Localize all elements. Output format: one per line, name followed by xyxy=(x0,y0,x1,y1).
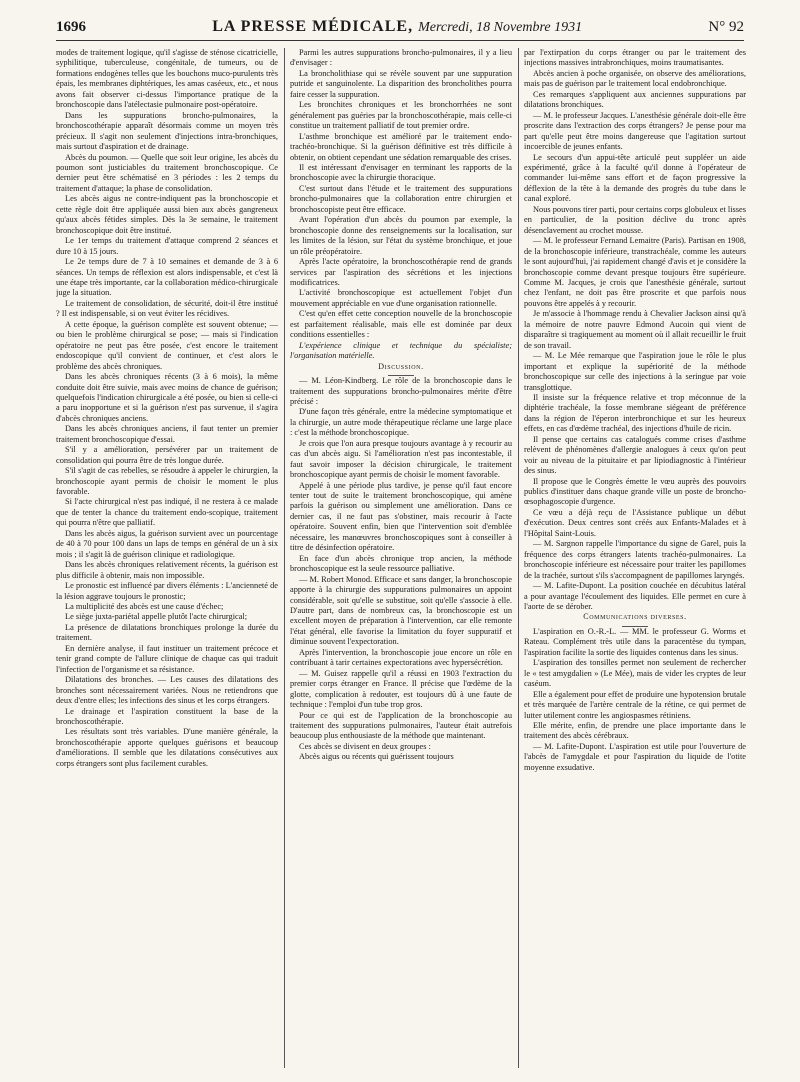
paragraph: C'est surtout dans l'étude et le traitement des suppurations broncho-pulmonaires que la collaboration entre chirurgien et bronchoscopiste peut être efficace. xyxy=(290,183,512,214)
paragraph: La présence de dilatations bronchiques prolonge la durée du traitement. xyxy=(56,622,278,643)
paragraph: Avant l'opération d'un abcès du poumon par exemple, la bronchoscopie donne des renseignements sur la localisation, sur les limites de la lésion, sur l'état du système bronchique, et joue un rôle préopératoire. xyxy=(290,215,512,256)
paragraph: Le traitement de consolidation, de sécurité, doit-il être institué ? Il est indispensable, si on veut éviter les récidives. xyxy=(56,298,278,319)
paragraph: Dans les abcès chroniques récents (3 à 6 mois), la même conduite doit être suivie, mais avec moins de chance de guérison; quelquefois l'indication chirurgicale a été posée, ou bien si celle-ci a paru inopportune et si la guérison n'est pas survenue, il s'agira d'abcès chroniques anciens. xyxy=(56,372,278,423)
paragraph: Les abcès aigus ne contre-indiquent pas la bronchoscopie et cette règle doit être appliquée aussi bien aux abcès gangreneux qu'aux abcès fétides simples. Dès la 3e semaine, le traitement bronchoscopique doit être institué. xyxy=(56,194,278,235)
paragraph: Appelé à une période plus tardive, je pense qu'il faut encore tenter tout de suite le traitement bronchoscopique, qui amène parfois la guérison ou simplement une amélioration. Dans ce dernier cas, il ne faut pas s'obstiner, mais recourir à l'acte opératoire. Souvent enfin, bien que l'intervention soit d'emblée nécessaire, les manœuvres bronchoscopiques sont à conseiller à titre de désinfection opératoire. xyxy=(290,480,512,553)
paragraph: Le 2e temps dure de 7 à 10 semaines et demande de 3 à 6 séances. Un temps de réflexion est alors indispensable, et c'est là une étape très importante, car la collaboration médico-chirurgicale juge la situation. xyxy=(56,257,278,298)
paragraph: Dans les abcès aigus, la guérison survient avec un pourcentage de 40 à 70 pour 100 dans un laps de temps en général de un à six mois ; il s'agit là de guérison clinique et radiologique. xyxy=(56,528,278,559)
paragraph: — M. le professeur Fernand Lemaitre (Paris). Partisan en 1908, de la bronchoscopie inférieure, transtrachéale, comme les auteurs le sont aujourd'hui, j'ai rapidement changé d'avis et je considère la bronchoscopie comme devant presque toujours être supérieure. Comme M. Jacques, je crois que l'anesthésie générale, surtout chez l'enfant, ne doit pas être proscrite et que parfois nous pouvons être appelés à y recourir. xyxy=(524,236,746,308)
column-1 xyxy=(56,48,278,1068)
paragraph: Pour ce qui est de l'application de la bronchoscopie au traitement des suppurations pulmonaires, l'auteur était autrefois beaucoup plus enthousiaste de la méthode que maintenant. xyxy=(290,710,512,741)
paragraph: — M. Guisez rappelle qu'il a réussi en 1903 l'extraction du premier corps étranger en France. Il précise que l'œdème de la glotte, complication à redouter, est toujours dû à une faute de technique : l'emploi d'un tube trop gros. xyxy=(290,668,512,710)
paragraph: Dans les abcès chroniques relativement récents, la guérison est plus difficile à obtenir, mais non impossible. xyxy=(56,560,278,580)
paragraph: Ces remarques s'appliquent aux anciennes suppurations par dilatations bronchiques. xyxy=(524,89,746,110)
journal-title: LA PRESSE MÉDICALE, xyxy=(212,18,414,35)
paragraph: D'une façon très générale, entre la médecine symptomatique et la chirurgie, un autre mode thérapeutique réclame une large place : c'est la méthode bronchoscopique. xyxy=(290,407,512,438)
paragraph: Dans les suppurations broncho-pulmonaires, la bronchoscothérapie apparaît désormais comme un moyen très précieux. Il s'agit non seulement d'injections intra-bronchiques, mais surtout d'aspiration et de drainage. xyxy=(56,110,278,152)
paragraph: L'aspiration des tonsilles permet non seulement de rechercher le « test amygdalien » (Le Mée), mais de vider les cryptes de leur caséum. xyxy=(524,658,746,689)
column-rule xyxy=(284,48,285,1068)
paragraph: — M. Sargnon rappelle l'importance du signe de Garel, puis la fréquence des corps étrangers latents trachéo-pulmonaires. La bronchoscopie inférieure est nécessaire pour traiter les papillomes de la trachée, surtout s'ils s'accompagnent de papillomes laryngés. xyxy=(524,539,746,580)
issue-date: Mercredi, 18 Novembre 1931 xyxy=(418,20,583,35)
paragraph: L'activité bronchoscopique est actuellement l'objet d'un mouvement appréciable en vue d'une organisation rationnelle. xyxy=(290,288,512,308)
issue-number: N° 92 xyxy=(708,19,744,35)
paragraph: Dilatations des bronches. — Les causes des dilatations des bronches sont nécessairement variées. Nous ne retiendrons que deux d'entre elles; les infections des sinus et les corps étrangers. xyxy=(56,675,278,706)
page-header xyxy=(56,18,744,41)
paragraph: Abcès du poumon. — Quelle que soit leur origine, les abcès du poumon sont justiciables du traitement bronchoscopique. Ce dernier peut être schématisé en 3 périodes : les 2 temps du traitement d'attaque; la phase de consolidation. xyxy=(56,152,278,193)
paragraph: C'est qu'en effet cette conception nouvelle de la bronchoscopie est parfaitement réalisable, mais elle est dominée par deux conditions essentielles : xyxy=(290,309,512,340)
paragraph: Abcès ancien à poche organisée, on observe des améliorations, mais pas de guérison par le traitement local endobronchique. xyxy=(524,68,746,89)
paragraph: S'il s'agit de cas rebelles, se résoudre à appeler le chirurgien, la bronchoscopie ayant permis de choisir le moment le plus favorable. xyxy=(56,466,278,497)
paragraph: Le 1er temps du traitement d'attaque comprend 2 séances et dure 10 à 15 jours. xyxy=(56,236,278,256)
paragraph: Elle mérite, enfin, de prendre une place importante dans le traitement des abcès cérébraux. xyxy=(524,721,746,741)
paragraph: Après l'intervention, la bronchoscopie joue encore un rôle en contribuant à tarir certaines expectorations avec hypersécrétion. xyxy=(290,647,512,668)
paragraph: Le pronostic est influencé par divers éléments : L'ancienneté de la lésion aggrave toujours le pronostic; xyxy=(56,581,278,601)
column-2 xyxy=(290,48,512,1068)
paragraph: En dernière analyse, il faut instituer un traitement précoce et tenir grand compte de l'allure clinique de chaque cas qui traduit l'infection de l'organisme et sa résistance. xyxy=(56,643,278,674)
paragraph: La multiplicité des abcès est une cause d'échec; xyxy=(65,602,224,612)
paragraph: — M. Lafite-Dupont. La position couchée en décubitus latéral a pour avantage l'écoulement des liquides. Elle permet en cure à l'aorte de se dérober. xyxy=(524,581,746,612)
paragraph: — M. le professeur Jacques. L'anesthésie générale doit-elle être proscrite dans l'extraction des corps étrangers? Je pense pour ma part qu'elle peut être moins dangereuse que l'agitation surtout incoercible de jeunes enfants. xyxy=(524,110,746,152)
paragraph: Parmi les autres suppurations broncho-pulmonaires, il y a lieu d'envisager : xyxy=(290,48,512,68)
paragraph: Les bronchites chroniques et les bronchorrhées ne sont généralement pas guéries par la bronchoscothérapie, mais celle-ci constitue un traitement palliatif de tout premier ordre. xyxy=(290,100,512,131)
paragraph: — M. Le Mée remarque que l'aspiration joue le rôle le plus important et explique la supériorité de la méthode bronchoscopique sur celle des injections à la seringue par voie transglottique. xyxy=(524,351,746,392)
page-number: 1696 xyxy=(56,19,86,35)
paragraph: modes de traitement logique, qu'il s'agisse de sténose cicatricielle, syphilitique, tuberculeuse, congénitale, de tumeurs, ou de formations endogènes telles que les bouchons muco-purulents très épais, les membranes diphtériques, les amas caséeux, etc., et nous avons fait observer ci-dessus l'importance pratique de la bronchoscopie dans l'atélectasie pulmonaire post-opératoire. xyxy=(56,48,278,110)
paragraph: Je crois que l'on aura presque toujours avantage à y recourir au cas d'un abcès aigu. Si l'amélioration n'est pas incontestable, il faut savoir imposer la décision chirurgicale, le traitement bronchoscopique ayant permis de choisir le moment favorable. xyxy=(290,438,512,480)
paragraph: A cette époque, la guérison complète est souvent obtenue; — ou bien le problème chirurgical se pose; — mais si l'indication opératoire ne peut pas être posée, c'est encore le traitement endoscopique qu'il convient de continuer, et c'est alors le problème des abcès chroniques. xyxy=(56,319,278,371)
paragraph: Le siège juxta-pariétal appelle plutôt l'acte chirurgical; xyxy=(65,612,248,622)
paragraph: L'expérience clinique et technique du spécialiste; l'organisation matérielle. xyxy=(290,340,512,361)
paragraph: La broncholithiase qui se révèle souvent par une suppuration putride et sanguinolente. La disparition des broncholithes pourra faire cesser la suppuration. xyxy=(290,68,512,99)
column-3 xyxy=(524,48,746,1068)
paragraph: L'asthme bronchique est amélioré par le traitement endo-trachéo-bronchique. Si la guérison définitive est très difficile à obtenir, on obtient cependant une sédation remarquable des crises. xyxy=(290,131,512,162)
paragraph: Il pense que certains cas catalogués comme crises d'asthme relèvent de phénomènes d'allergie analogues à ceux qu'on peut voir au niveau de la pituitaire et par lipiodiagnostic à l'intérieur des sinus. xyxy=(524,434,746,476)
paragraph: Après l'acte opératoire, la bronchoscothérapie rend de grands services par l'aspiration des sécrétions et les injections modificatrices. xyxy=(290,257,512,287)
paragraph: Si l'acte chirurgical n'est pas indiqué, il ne restera à ce malade que de tenter la chance du traitement endo-scopique, traitement qui pourra n'être que palliatif. xyxy=(56,497,278,528)
paragraph: Les résultats sont très variables. D'une manière générale, la bronchoscothérapie apporte quelques guérisons et beaucoup d'améliorations. Il semble que les dilatations consécutives aux corps étrangers sont plus facilement curables. xyxy=(56,727,278,768)
paragraph: Ces abcès se divisent en deux groupes : xyxy=(299,741,431,751)
paragraph: Le secours d'un appui-tête articulé peut suppléer un aide expérimenté, grâce à la faculté qu'il donne à l'opérateur de commander lui-même sans effort et de façon progressive la déflexion de la tête à la demande des progrès du tube dans le canal exploré. xyxy=(524,152,746,204)
paragraph: Ce vœu a déjà reçu de l'Assistance publique un début d'exécution. Deux centres sont créés aux Enfants-Malades et à l'Hôpital Saint-Louis. xyxy=(524,507,746,538)
paragraph: Nous pouvons tirer parti, pour certains corps globuleux et lisses en particulier, de la position déclive du tronc après désenclavement au crochet mousse. xyxy=(524,204,746,235)
article-columns xyxy=(56,48,746,1068)
paragraph: Abcès aigus ou récents qui guérissent toujours xyxy=(299,752,454,762)
paragraph: Il insiste sur la fréquence relative et trop méconnue de la diphtérie trachéale, la fosse membrane siégeant de préférence dans la région de l'éperon interbronchique et sur les heureux effets, en cas d'œdème trachéal, des injections d'huile de ricin. xyxy=(524,392,746,434)
section-heading-communications: Communications diverses. xyxy=(524,612,746,626)
column-rule xyxy=(518,48,519,1068)
paragraph: Elle a également pour effet de produire une hypotension brutale et très marquée de l'artère centrale de la rétine, ce qui permet de lutter utilement contre les angiospasmes rétiniens. xyxy=(524,689,746,720)
paragraph: S'il y a amélioration, persévérer par un traitement de consolidation qui pourra être de très longue durée. xyxy=(56,445,278,465)
paragraph: Dans les abcès chroniques anciens, il faut tenter un premier traitement bronchoscopique d'essai. xyxy=(56,424,278,444)
paragraph: par l'extirpation du corps étranger ou par le traitement des injections massives intrabronchiques, moins traumatisantes. xyxy=(524,48,746,68)
paragraph: En face d'un abcès chronique trop ancien, la méthode bronchoscopique est la seule ressource palliative. xyxy=(290,553,512,574)
paragraph: L'aspiration en O.-R.-L. — MM. le professeur G. Worms et Rateau. Complément très utile dans la paracentèse du tympan, l'aspiration facilite la sortie des liquides contenus dans les sinus. xyxy=(524,626,746,657)
paragraph: Je m'associe à l'hommage rendu à Chevalier Jackson ainsi qu'à la mémoire de notre pauvre Edmond Aucoin qui vient de disparaître si tragiquement au moment où il allait recueillir le fruit de son travail. xyxy=(524,309,746,350)
paragraph: — M. Léon-Kindberg. Le rôle de la bronchoscopie dans le traitement des suppurations broncho-pulmonaires mérite d'être précisé : xyxy=(290,376,512,406)
paragraph: Le drainage et l'aspiration constituent la base de la bronchoscothérapie. xyxy=(56,706,278,726)
paragraph: Il est intéressant d'envisager en terminant les rapports de la bronchoscopie avec la chirurgie thoracique. xyxy=(290,162,512,183)
masthead xyxy=(212,18,582,36)
paragraph: Il propose que le Congrès émette le vœu auprès des pouvoirs publics d'instituer dans chaque grande ville un poste de broncho-œsophagoscopie d'urgence. xyxy=(524,476,746,507)
paragraph: — M. Robert Monod. Efficace et sans danger, la bronchoscopie apporte à la chirurgie des suppurations pulmonaires un appoint considérable, soit qu'elle se substitue, soit qu'elle s'associe à elle. D'autre part, dans de nombreux cas, la bronchoscopie est un excellent moyen de préparation à l'intervention, car elle remonte l'état général, elle favorise la limitation du foyer suppuratif et diminue souvent l'expectoration. xyxy=(290,574,512,647)
section-heading-discussion: Discussion. xyxy=(290,362,512,376)
paragraph: — M. Lafite-Dupont. L'aspiration est utile pour l'ouverture de l'abcès de l'amygdale et pour l'aspiration du liquide de l'otite moyenne exsudative. xyxy=(524,741,746,772)
